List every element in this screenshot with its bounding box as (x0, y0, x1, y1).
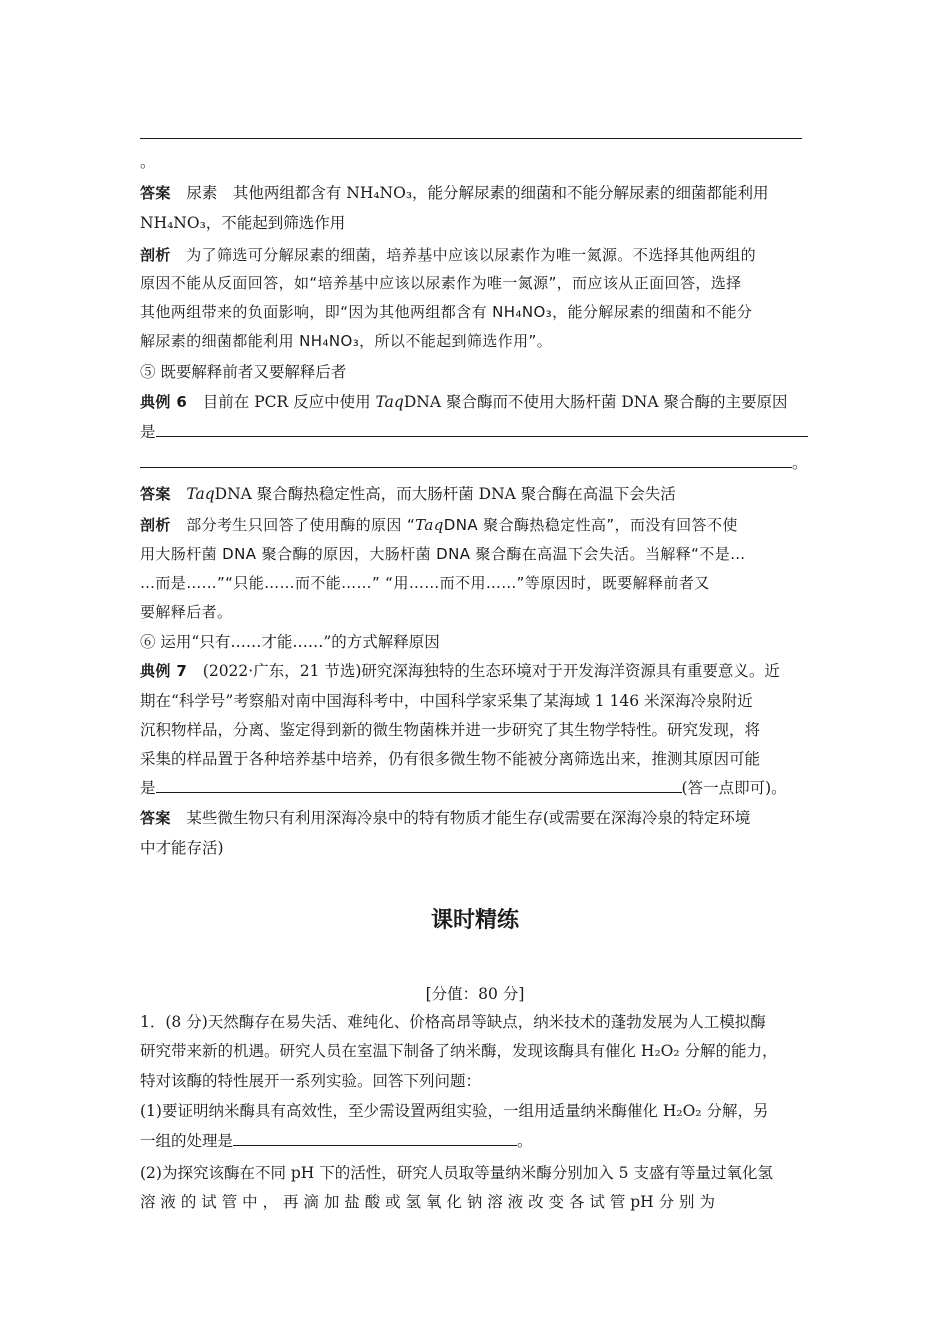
q1-line-2: 研究带来新的机遇。研究人员在室温下制备了纳米酶，发现该酶具有催化 H₂O₂ 分解的能力， (140, 1042, 778, 1060)
section-title: 课时精练 (430, 908, 519, 933)
q5-analysis-3: 其他两组带来的负面影响，即“因为其他两组都含有 NH₄NO₃，能分解尿素的细菌和不能分 (140, 303, 753, 321)
q1-part-2-cont: 溶 液 的 试 管 中 ， 再 滴 加 盐 酸 或 氢 氧 化 钠 溶 液 改 变 各 试 管 pH 分 别 为 (140, 1193, 715, 1211)
ex7-stem-3: 沉积物样品，分离、鉴定得到新的微生物菌株并进一步研究了其生物学特性。研究发现，将 (140, 721, 761, 739)
q1-line-1: 1．(8 分)天然酶存在易失活、难纯化、价格高昂等缺点，纳米技术的蓬勃发展为人工模拟酶 (140, 1013, 766, 1031)
q1-part-1: (1)要证明纳米酶具有高效性，至少需设置两组实验，一组用适量纳米酶催化 H₂O₂ 分解，另 (140, 1102, 769, 1120)
ex7-stem-5: 是 (答一点即可)。 (140, 779, 787, 797)
q5-answer: 答案 尿素 其他两组都含有 NH₄NO₃，能分解尿素的细菌和不能分解尿素的细菌都能利用 (140, 184, 769, 202)
fill-blank (140, 453, 792, 468)
ex7-stem: 典例 7 (2022·广东，21 节选)研究深海独特的生态环境对于开发海洋资源具有重要意义。近 (140, 662, 780, 680)
tip-5: ⑤ 既要解释前者又要解释后者 (140, 363, 347, 381)
example-label: 典例 7 (140, 662, 188, 680)
fill-blank (156, 422, 808, 437)
ex6-answer: 答案 TaqDNA 聚合酶热稳定性高，而大肠杆菌 DNA 聚合酶在高温下会失活 (140, 485, 676, 503)
answer-blank-line (140, 138, 802, 139)
q5-analysis-2: 原因不能从反面回答，如“培养基中应该以尿素作为唯一氮源”，而应该从正面回答，选择 (140, 274, 742, 292)
ex6-analysis: 剖析 部分考生只回答了使用酶的原因 “TaqDNA 聚合酶热稳定性高”，而没有回答不使 (140, 516, 738, 534)
ex7-answer-2: 中才能存活) (140, 839, 224, 857)
sentence-end: 。 (140, 153, 156, 171)
ex6-stem: 典例 6 目前在 PCR 反应中使用 TaqDNA 聚合酶而不使用大肠杆菌 DNA 聚合酶的主要原因 (140, 393, 788, 411)
ex6-analysis-2: 用大肠杆菌 DNA 聚合酶的原因，大肠杆菌 DNA 聚合酶在高温下会失活。当解释“不是… (140, 545, 746, 563)
ex6-stem-2: 是 (140, 422, 812, 442)
fill-blank (233, 1131, 517, 1146)
q5-analysis-4: 解尿素的细菌都能利用 NH₄NO₃，所以不能起到筛选作用”。 (140, 332, 553, 350)
answer-label: 答案 (140, 809, 171, 827)
answer-label: 答案 (140, 485, 171, 503)
tip-6: ⑥ 运用“只有……才能……”的方式解释原因 (140, 633, 440, 651)
q5-answer-cont: NH₄NO₃，不能起到筛选作用 (140, 214, 346, 232)
ex7-answer: 答案 某些微生物只有利用深海冷泉中的特有物质才能生存(或需要在深海冷泉的特定环境 (140, 809, 751, 827)
answer-label: 答案 (140, 184, 171, 202)
q1-part-2: (2)为探究该酶在不同 pH 下的活性，研究人员取等量纳米酶分别加入 5 支盛有等量过氧化氢 (140, 1164, 773, 1182)
analysis-label: 剖析 (140, 516, 171, 534)
example-label: 典例 6 (140, 393, 188, 411)
score-note: [分值：80 分] (425, 985, 525, 1003)
ex6-analysis-3: …而是……”“只能……而不能……” “用……而不用……”等原因时，既要解释前者又 (140, 574, 710, 592)
ex6-stem-3: 。 (140, 453, 812, 473)
ex7-stem-2: 期在“科学号”考察船对南中国海科考中，中国科学家采集了某海域 1 146 米深海冷泉附近 (140, 692, 753, 710)
ex6-analysis-4: 要解释后者。 (140, 603, 233, 621)
analysis-label: 剖析 (140, 246, 171, 264)
q1-line-3: 特对该酶的特性展开一系列实验。回答下列问题： (140, 1072, 482, 1090)
q5-analysis: 剖析 为了筛选可分解尿素的细菌，培养基中应该以尿素作为唯一氮源。不选择其他两组的 (140, 246, 757, 264)
ex7-stem-4: 采集的样品置于各种培养基中培养，仍有很多微生物不能被分离筛选出来，推测其原因可能 (140, 750, 761, 768)
fill-blank (156, 778, 682, 793)
q1-part-1-cont: 一组的处理是 。 (140, 1132, 533, 1150)
